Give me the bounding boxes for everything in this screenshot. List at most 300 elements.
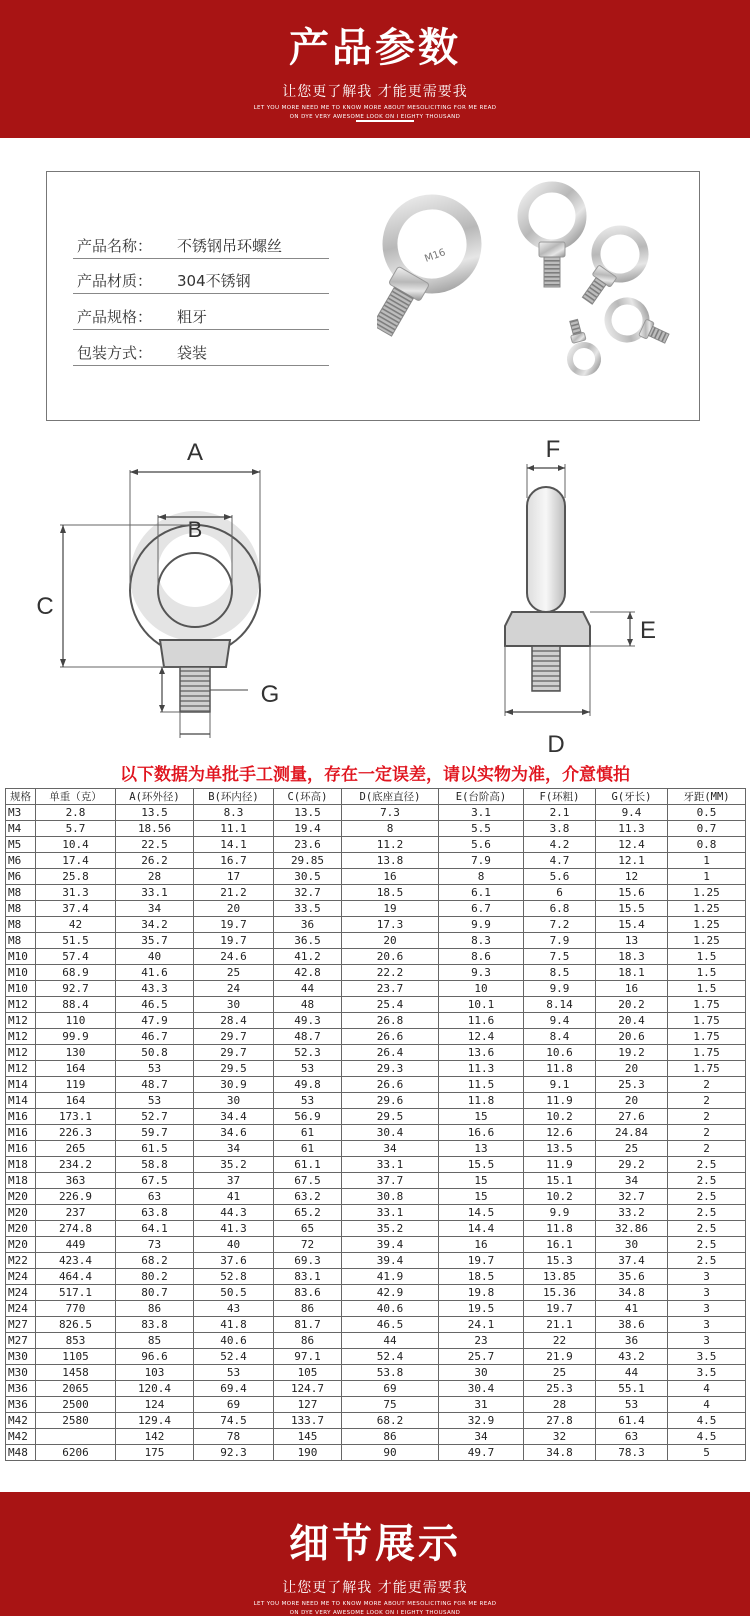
table-cell: 9.9 [524,1205,596,1221]
table-cell: 13.5 [524,1141,596,1157]
table-cell: 1.5 [668,981,746,997]
table-cell: 119 [36,1077,116,1093]
table-cell: 29.5 [194,1061,274,1077]
table-cell: 103 [116,1365,194,1381]
spec-size-cell: M3 [6,805,36,821]
table-cell: 4 [668,1397,746,1413]
table-cell: 24.1 [439,1317,524,1333]
table-cell: 16.6 [439,1125,524,1141]
table-cell: 19 [342,901,439,917]
table-cell: 16 [439,1237,524,1253]
table-cell: 61 [274,1141,342,1157]
table-cell: 0.7 [668,821,746,837]
table-cell: 32.7 [596,1189,668,1205]
table-cell: 7.5 [524,949,596,965]
table-cell: 124 [116,1397,194,1413]
table-cell: 46.7 [116,1029,194,1045]
table-cell: 63 [596,1429,668,1445]
table-cell: 41 [194,1189,274,1205]
table-cell: 53 [116,1093,194,1109]
header-english-line-2: ON DYE VERY AWESOME LOOK ON I EIGHTY THOUSAND [289,114,461,120]
table-row [6,1029,746,1045]
table-cell: 265 [36,1141,116,1157]
table-cell: 9.4 [596,805,668,821]
table-cell: 92.3 [194,1445,274,1461]
table-cell: 18.5 [342,885,439,901]
table-cell: 164 [36,1061,116,1077]
table-cell: 15.3 [524,1253,596,1269]
header-subtitle: 让您更了解我 才能更需要我 [282,84,468,100]
table-row [6,1093,746,1109]
spec-size-cell: M27 [6,1333,36,1349]
dim-label-g: G [260,681,280,708]
table-row [6,917,746,933]
spec-size-cell: M27 [6,1317,36,1333]
table-cell: 2580 [36,1413,116,1429]
table-cell: 145 [274,1429,342,1445]
table-cell: 46.5 [342,1317,439,1333]
table-cell: 34 [194,1141,274,1157]
table-cell: 44 [274,981,342,997]
table-cell: 51.5 [36,933,116,949]
table-cell: 9.1 [524,1077,596,1093]
table-cell: 34.2 [116,917,194,933]
table-cell: 41.9 [342,1269,439,1285]
table-row [6,885,746,901]
table-cell: 52.8 [194,1269,274,1285]
table-cell: 78 [194,1429,274,1445]
footer-banner [0,1492,750,1616]
table-cell: 35.6 [596,1269,668,1285]
table-row [6,1253,746,1269]
table-cell: 2.1 [524,805,596,821]
table-cell: 10.4 [36,837,116,853]
spec-size-cell: M36 [6,1397,36,1413]
table-cell: 30.4 [342,1125,439,1141]
table-cell: 52.4 [194,1349,274,1365]
table-cell: 29.3 [342,1061,439,1077]
table-cell: 3 [668,1317,746,1333]
table-row [6,1365,746,1381]
table-row [6,901,746,917]
table-cell: 13 [596,933,668,949]
table-row [6,1221,746,1237]
table-cell: 37.4 [596,1253,668,1269]
table-row [6,1237,746,1253]
table-cell: 38.6 [596,1317,668,1333]
table-cell: 15.6 [596,885,668,901]
table-cell: 50.5 [194,1285,274,1301]
table-cell: 30 [194,997,274,1013]
table-cell: 12.6 [524,1125,596,1141]
table-cell: 20 [596,1093,668,1109]
table-cell: 5.6 [439,837,524,853]
table-cell: 37.7 [342,1173,439,1189]
table-cell: 13.85 [524,1269,596,1285]
table-cell: 23.6 [274,837,342,853]
table-cell: 24.84 [596,1125,668,1141]
table-cell: 42.8 [274,965,342,981]
table-cell: 41 [596,1301,668,1317]
info-value: 304不锈钢 [177,272,251,290]
table-cell: 20 [596,1061,668,1077]
table-cell: 36 [274,917,342,933]
table-cell: 13.5 [274,805,342,821]
spec-size-cell: M12 [6,1029,36,1045]
table-cell: 10.1 [439,997,524,1013]
spec-size-cell: M12 [6,1061,36,1077]
table-cell: 2.5 [668,1237,746,1253]
spec-table-body [6,805,746,1461]
table-cell: 4 [668,1381,746,1397]
table-cell: 4.5 [668,1429,746,1445]
table-cell: 32.86 [596,1221,668,1237]
table-cell: 15.36 [524,1285,596,1301]
table-cell: 86 [116,1301,194,1317]
table-cell: 30 [194,1093,274,1109]
table-cell: 25.7 [439,1349,524,1365]
table-cell: 517.1 [36,1285,116,1301]
table-cell: 274.8 [36,1221,116,1237]
table-cell: 80.7 [116,1285,194,1301]
table-row [6,1205,746,1221]
table-cell: 120.4 [116,1381,194,1397]
table-cell: 2.5 [668,1157,746,1173]
info-label: 产品材质： [77,272,153,290]
table-cell: 27.6 [596,1109,668,1125]
table-cell: 11.8 [524,1221,596,1237]
table-cell: 14.5 [439,1205,524,1221]
table-cell: 73 [116,1237,194,1253]
info-value: 粗牙 [177,308,208,326]
table-cell: 75 [342,1397,439,1413]
table-cell: 129.4 [116,1413,194,1429]
table-cell: 18.56 [116,821,194,837]
table-cell: 58.8 [116,1157,194,1173]
table-cell: 39.4 [342,1253,439,1269]
table-cell: 72 [274,1237,342,1253]
table-cell: 36.5 [274,933,342,949]
table-row [6,933,746,949]
table-cell: 37.6 [194,1253,274,1269]
table-cell: 10.2 [524,1109,596,1125]
table-row [6,1157,746,1173]
table-cell: 40 [116,949,194,965]
table-cell: 63.8 [116,1205,194,1221]
table-cell: 3.5 [668,1349,746,1365]
spec-size-cell: M8 [6,917,36,933]
table-cell: 37 [194,1173,274,1189]
spec-size-cell: M18 [6,1157,36,1173]
table-cell: 14.1 [194,837,274,853]
table-cell: 32.7 [274,885,342,901]
table-cell: 40 [194,1237,274,1253]
table-cell: 2065 [36,1381,116,1397]
table-cell: 19.7 [439,1253,524,1269]
dim-label-c: C [36,593,54,620]
table-cell: 26.6 [342,1077,439,1093]
table-cell: 90 [342,1445,439,1461]
table-row [6,1429,746,1445]
table-cell: 59.7 [116,1125,194,1141]
table-cell: 46.5 [116,997,194,1013]
table-row [6,1269,746,1285]
table-cell: 15.5 [596,901,668,917]
table-cell: 74.5 [194,1413,274,1429]
table-cell: 97.1 [274,1349,342,1365]
table-cell: 34 [342,1141,439,1157]
table-cell: 16.1 [524,1237,596,1253]
col-header: C(环高) [274,789,342,805]
table-cell: 41.3 [194,1221,274,1237]
footer-english-line-1: LET YOU MORE NEED ME TO KNOW MORE ABOUT MESOLICITING FOR ME READ [253,1601,497,1607]
table-cell: 8.4 [524,1029,596,1045]
table-cell: 6 [524,885,596,901]
table-cell: 57.4 [36,949,116,965]
table-cell: 33.5 [274,901,342,917]
table-cell: 2.5 [668,1221,746,1237]
table-cell: 29.5 [342,1109,439,1125]
info-label: 包装方式： [77,344,153,362]
info-value: 袋装 [177,344,208,362]
table-cell: 17.3 [342,917,439,933]
table-cell: 1.75 [668,1013,746,1029]
table-cell: 9.9 [439,917,524,933]
table-cell: 20.2 [596,997,668,1013]
table-cell: 9.9 [524,981,596,997]
table-cell: 25 [524,1365,596,1381]
table-cell: 7.9 [524,933,596,949]
col-header: 规格 [6,789,36,805]
table-cell: 37.4 [36,901,116,917]
table-cell: 26.6 [342,1029,439,1045]
table-cell: 30.4 [439,1381,524,1397]
table-cell: 11.3 [439,1061,524,1077]
table-cell: 27.8 [524,1413,596,1429]
table-cell: 19.8 [439,1285,524,1301]
table-cell: 23.7 [342,981,439,997]
table-cell: 11.2 [342,837,439,853]
table-row [6,1445,746,1461]
table-cell: 1.25 [668,917,746,933]
table-cell: 26.8 [342,1013,439,1029]
table-cell: 226.9 [36,1189,116,1205]
table-cell: 17 [194,869,274,885]
table-cell: 1.5 [668,965,746,981]
table-cell: 2.5 [668,1253,746,1269]
spec-size-cell: M6 [6,869,36,885]
table-cell: 175 [116,1445,194,1461]
table-cell: 17.4 [36,853,116,869]
table-cell: 34 [439,1429,524,1445]
table-cell: 105 [274,1365,342,1381]
table-cell: 33.1 [342,1157,439,1173]
table-cell: 55.1 [596,1381,668,1397]
table-cell: 25 [596,1141,668,1157]
spec-size-cell: M16 [6,1141,36,1157]
dimension-diagram [0,0,750,760]
table-header-row [6,789,746,805]
table-cell: 11.8 [439,1093,524,1109]
table-cell: 10.6 [524,1045,596,1061]
table-cell: 18.5 [439,1269,524,1285]
table-row [6,1349,746,1365]
table-cell: 53 [274,1061,342,1077]
table-cell: 6.7 [439,901,524,917]
table-cell: 53.8 [342,1365,439,1381]
table-cell: 130 [36,1045,116,1061]
table-cell: 3 [668,1333,746,1349]
table-cell: 234.2 [36,1157,116,1173]
table-cell: 41.6 [116,965,194,981]
table-cell: 11.3 [596,821,668,837]
table-cell: 21.2 [194,885,274,901]
col-header: 单重（克） [36,789,116,805]
spec-size-cell: M14 [6,1093,36,1109]
table-cell: 32.9 [439,1413,524,1429]
table-row [6,1301,746,1317]
table-cell: 35.2 [194,1157,274,1173]
table-cell: 48.7 [116,1077,194,1093]
header-english-line-1: LET YOU MORE NEED ME TO KNOW MORE ABOUT MESOLICITING FOR ME READ [253,105,497,111]
spec-size-cell: M8 [6,885,36,901]
table-cell: 53 [596,1397,668,1413]
table-cell: 190 [274,1445,342,1461]
footer-english-line-2: ON DYE VERY AWESOME LOOK ON I EIGHTY THOUSAND [289,1610,461,1616]
section-title: 细节展示 [289,1521,461,1567]
table-row [6,1141,746,1157]
table-cell: 1.75 [668,1061,746,1077]
table-cell: 124.7 [274,1381,342,1397]
table-cell: 80.2 [116,1269,194,1285]
table-cell: 33.2 [596,1205,668,1221]
table-cell: 10.2 [524,1189,596,1205]
spec-size-cell: M20 [6,1221,36,1237]
table-cell: 44.3 [194,1205,274,1221]
table-cell: 8.14 [524,997,596,1013]
table-cell: 1 [668,853,746,869]
spec-size-cell: M20 [6,1237,36,1253]
col-header: 牙距(MM) [668,789,746,805]
table-cell: 32 [524,1429,596,1445]
table-cell: 8 [439,869,524,885]
spec-size-cell: M5 [6,837,36,853]
dim-label-f: F [545,436,561,463]
spec-size-cell: M24 [6,1301,36,1317]
table-cell: 19.5 [439,1301,524,1317]
spec-size-cell: M24 [6,1269,36,1285]
table-cell: 12.1 [596,853,668,869]
table-cell: 20 [194,901,274,917]
dim-label-b: B [187,517,203,542]
table-cell: 0.5 [668,805,746,821]
table-cell: 53 [194,1365,274,1381]
table-cell: 7.3 [342,805,439,821]
table-cell: 56.9 [274,1109,342,1125]
spec-size-cell: M20 [6,1205,36,1221]
table-cell: 40.6 [342,1301,439,1317]
info-label: 产品名称： [77,237,153,255]
table-cell: 39.4 [342,1237,439,1253]
table-cell: 23 [439,1333,524,1349]
table-cell: 36 [596,1333,668,1349]
table-cell: 12 [596,869,668,885]
table-cell: 33.1 [342,1205,439,1221]
table-row [6,1189,746,1205]
table-cell: 29.85 [274,853,342,869]
table-cell: 34.8 [596,1285,668,1301]
spec-size-cell: M42 [6,1429,36,1445]
table-cell: 770 [36,1301,116,1317]
measurement-notice: 以下数据为单批手工测量，存在一定误差，请以实物为准，介意慎拍 [120,765,630,785]
table-row [6,981,746,997]
table-cell: 3.5 [668,1365,746,1381]
table-cell: 34.6 [194,1125,274,1141]
table-row [6,1333,746,1349]
table-cell: 20.6 [342,949,439,965]
spec-size-cell: M14 [6,1077,36,1093]
table-row [6,869,746,885]
table-cell: 34 [116,901,194,917]
table-row [6,1125,746,1141]
table-cell: 29.7 [194,1029,274,1045]
table-cell: 7.2 [524,917,596,933]
table-cell: 99.9 [36,1029,116,1045]
spec-size-cell: M16 [6,1109,36,1125]
table-cell: 43.2 [596,1349,668,1365]
table-cell: 61.1 [274,1157,342,1173]
table-cell: 42 [36,917,116,933]
table-cell: 48 [274,997,342,1013]
table-cell: 29.2 [596,1157,668,1173]
table-cell: 423.4 [36,1253,116,1269]
table-row [6,1077,746,1093]
table-row [6,805,746,821]
table-cell: 2 [668,1125,746,1141]
table-cell: 24.6 [194,949,274,965]
table-cell: 16 [596,981,668,997]
table-cell: 20.6 [596,1029,668,1045]
table-cell: 1.25 [668,885,746,901]
table-cell: 8 [342,821,439,837]
table-cell: 64.1 [116,1221,194,1237]
table-cell: 19.2 [596,1045,668,1061]
info-label: 产品规格： [77,308,153,326]
table-cell: 85 [116,1333,194,1349]
table-row [6,949,746,965]
table-cell: 81.7 [274,1317,342,1333]
table-cell: 11.9 [524,1157,596,1173]
table-row [6,821,746,837]
table-cell: 8.5 [524,965,596,981]
thread-size-mark: M16 [423,247,448,265]
table-cell: 164 [36,1093,116,1109]
table-row [6,965,746,981]
table-cell: 41.8 [194,1317,274,1333]
table-cell: 4.2 [524,837,596,853]
table-cell: 61.5 [116,1141,194,1157]
table-cell: 9.3 [439,965,524,981]
table-cell: 142 [116,1429,194,1445]
table-cell: 5.6 [524,869,596,885]
table-cell: 1.75 [668,1045,746,1061]
table-cell: 826.5 [36,1317,116,1333]
table-cell: 31.3 [36,885,116,901]
table-cell: 61 [274,1125,342,1141]
table-cell: 65.2 [274,1205,342,1221]
table-cell: 30.9 [194,1077,274,1093]
spec-size-cell: M10 [6,981,36,997]
